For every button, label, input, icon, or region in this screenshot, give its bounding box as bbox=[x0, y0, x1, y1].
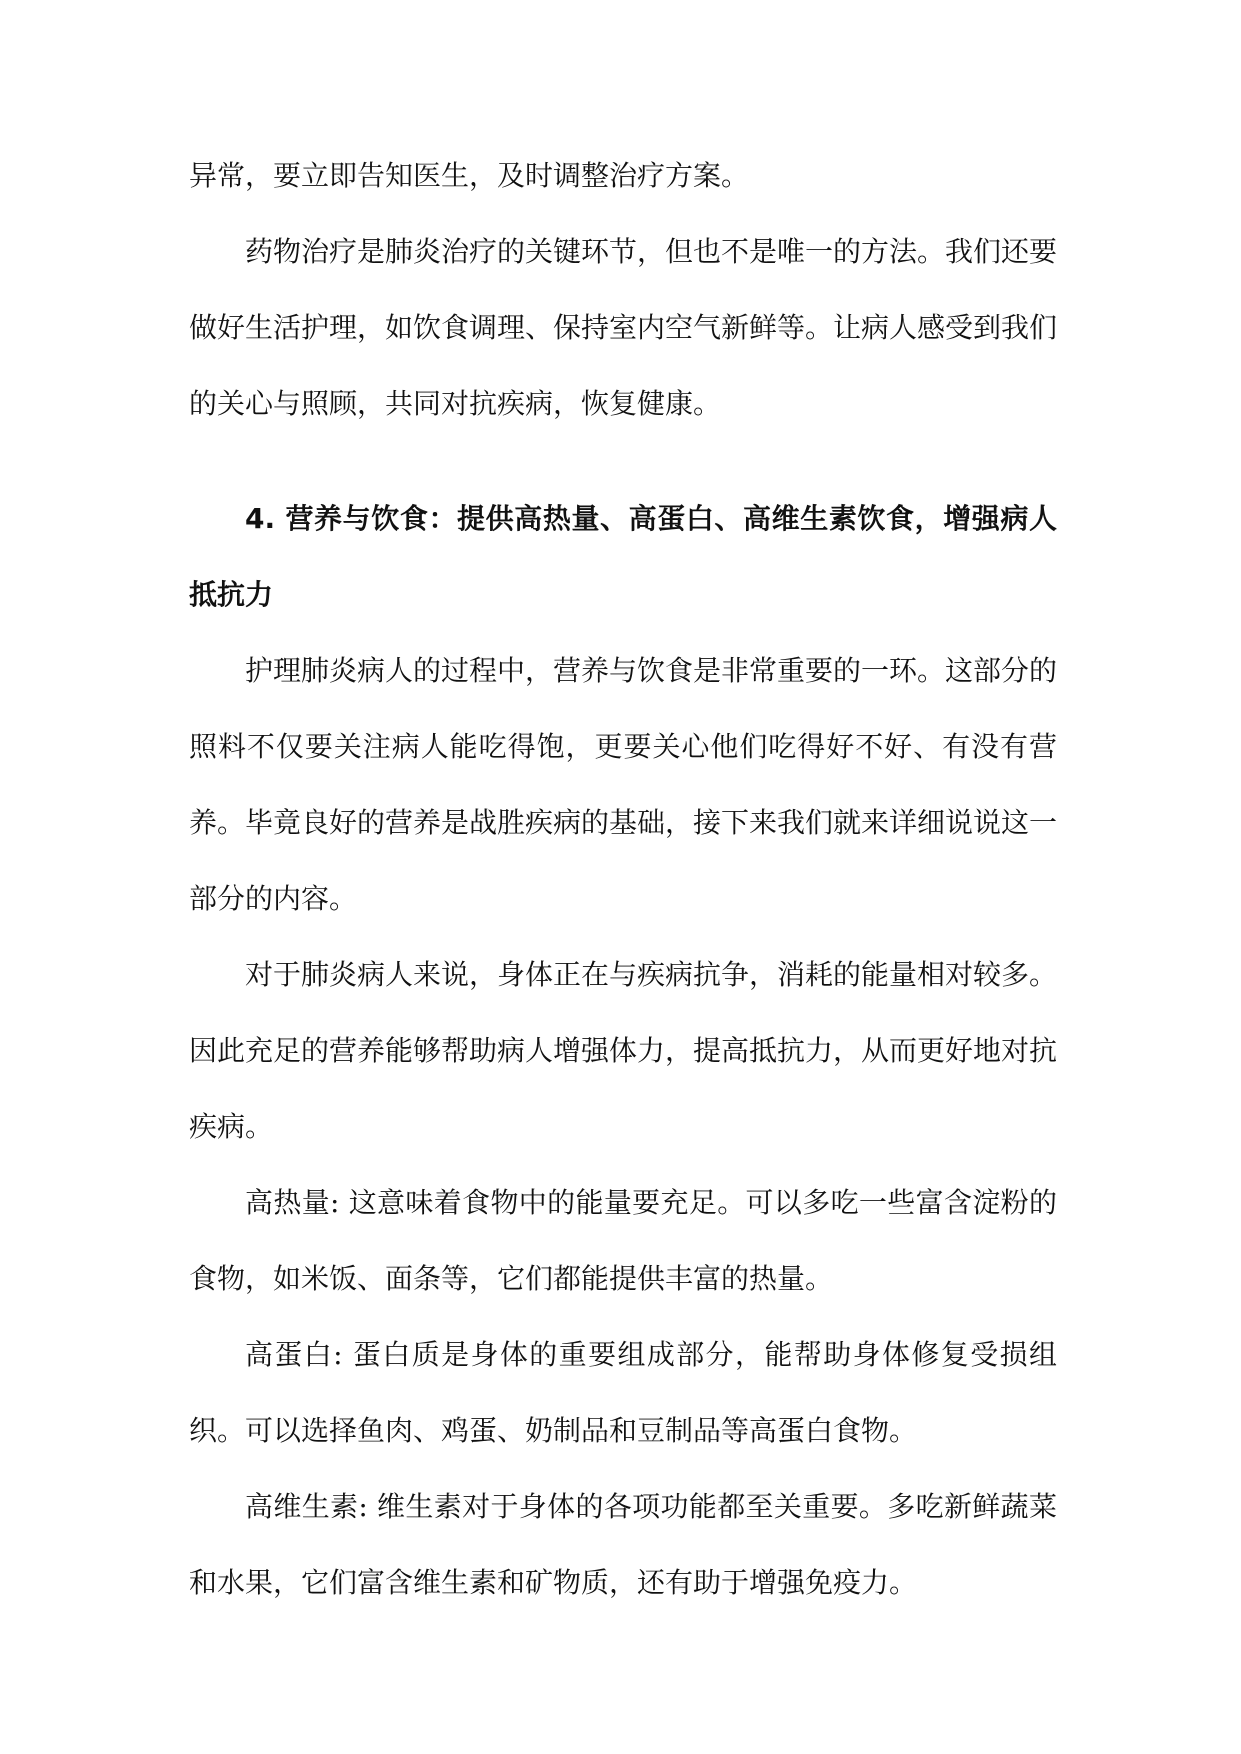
section-heading: 4. 营养与饮食：提供高热量、高蛋白、高维生素饮食，增强病人抵抗力 bbox=[189, 502, 1057, 611]
paragraph-high-calorie: 高热量: 这意味着食物中的能量要充足。可以多吃一些富含淀粉的食物，如米饭、面条等，它们都能提供丰富的热量。 bbox=[189, 1186, 1057, 1295]
paragraph-nutrition-intro: 护理肺炎病人的过程中，营养与饮食是非常重要的一环。这部分的照料不仅要关注病人能吃得饱，更要关心他们吃得好不好、有没有营养。毕竟良好的营养是战胜疾病的基础，接下来我们就来详细说说这一部分的内容。 bbox=[189, 654, 1058, 915]
paragraph-continuation: 异常，要立即告知医生，及时调整治疗方案。 bbox=[189, 159, 750, 192]
paragraph-high-protein: 高蛋白: 蛋白质是身体的重要组成部分，能帮助身体修复受损组织。可以选择鱼肉、鸡蛋、奶制品和豆制品等高蛋白食物。 bbox=[189, 1338, 1057, 1447]
paragraph-high-vitamin: 高维生素: 维生素对于身体的各项功能都至关重要。多吃新鲜蔬菜和水果，它们富含维生素和矿物质，还有助于增强免疫力。 bbox=[189, 1490, 1057, 1599]
document-body bbox=[189, 138, 1057, 1621]
paragraph-nutrition-reason: 对于肺炎病人来说，身体正在与疾病抗争，消耗的能量相对较多。因此充足的营养能够帮助病人增强体力，提高抵抗力，从而更好地对抗疾病。 bbox=[189, 958, 1058, 1143]
paragraph-medication: 药物治疗是肺炎治疗的关键环节，但也不是唯一的方法。我们还要做好生活护理，如饮食调理、保持室内空气新鲜等。让病人感受到我们的关心与照顾，共同对抗疾病，恢复健康。 bbox=[189, 235, 1058, 420]
